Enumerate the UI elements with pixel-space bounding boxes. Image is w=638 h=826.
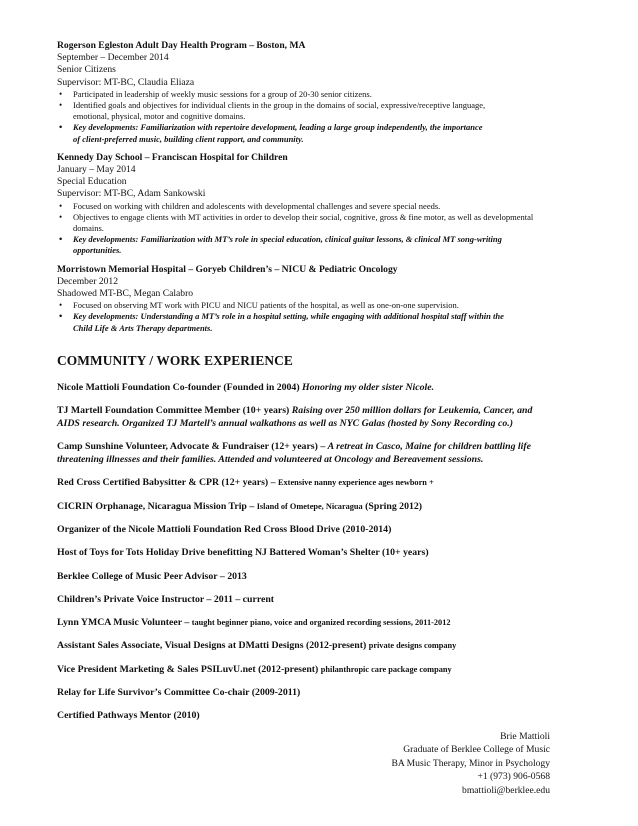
community-entry: Lynn YMCA Music Volunteer – taught beginner piano, voice and organized recording sessions, 2011-2012 bbox=[57, 617, 451, 629]
community-entry: Certified Pathways Mentor (2010) bbox=[57, 710, 200, 722]
signature-name: Brie Mattioli bbox=[500, 731, 550, 742]
section-heading-community: COMMUNITY / WORK EXPERIENCE bbox=[57, 352, 293, 368]
key-developments: • Key developments: Familiarization with MT’s role in special education, clinical guitar lessons, & clinical MT song-writing opportunities. bbox=[59, 234, 502, 256]
placement-population: Senior Citizens bbox=[57, 64, 116, 76]
signature-email: bmattioli@berklee.edu bbox=[462, 784, 550, 796]
community-entry: Host of Toys for Tots Holiday Drive benefitting NJ Battered Woman’s Shelter (10+ years) bbox=[57, 547, 429, 559]
community-entry: Relay for Life Survivor’s Committee Co-chair (2009-2011) bbox=[57, 687, 301, 699]
key-developments: • Key developments: Familiarization with repertoire development, leading a large group independently, the importance of client-preferred music, building client rapport, and community. bbox=[59, 122, 483, 144]
community-entry: Vice President Marketing & Sales PSILuvU.net (2012-present) philanthropic care package company bbox=[57, 663, 452, 675]
bullet-icon: • bbox=[59, 300, 63, 311]
signature-phone: +1 (973) 906-0568 bbox=[477, 771, 550, 783]
signature-major: BA Music Therapy, Minor in Psychology bbox=[391, 757, 550, 769]
community-entry: Children’s Private Voice Instructor – 2011 – current bbox=[57, 593, 275, 605]
community-entry: CICRIN Orphanage, Nicaragua Mission Trip – Island of Ometepe, Nicaragua (Spring 2012) bbox=[57, 500, 423, 512]
community-entry: Red Cross Certified Babysitter & CPR (12+ years) – Extensive nanny experience ages newborn + bbox=[57, 477, 434, 489]
placement-bullets bbox=[57, 300, 582, 334]
placement-bullets bbox=[57, 89, 582, 145]
community-entry: TJ Martell Foundation Committee Member (10+ years) Raising over 250 million dollars for Leukemia, Cancer, and AIDS research. Organized TJ Martell’s annual walkathons as well as NYC Galas (hosted by Sony Recording co.) bbox=[57, 405, 533, 429]
key-developments: • Key developments: Understanding a MT’s role in a hospital setting, while engaging with additional hospital staff within the Child Life & Arts Therapy departments. bbox=[59, 311, 504, 333]
bullet-icon: • bbox=[59, 88, 63, 99]
placement-rogerson bbox=[57, 40, 582, 145]
placement-dates: December 2012 bbox=[57, 275, 119, 287]
placement-supervisor: Supervisor: MT-BC, Adam Sankowski bbox=[57, 188, 206, 200]
bullet-icon: • bbox=[59, 211, 63, 222]
bullet-icon: • bbox=[59, 234, 63, 245]
community-entry: Nicole Mattioli Foundation Co-founder (Founded in 2004) Honoring my older sister Nicole. bbox=[57, 381, 435, 393]
placement-supervisor: Shadowed MT-BC, Megan Calabro bbox=[57, 288, 194, 300]
bullet-icon: • bbox=[59, 200, 63, 211]
placement-supervisor: Supervisor: MT-BC, Claudia Eliaza bbox=[57, 76, 195, 88]
bullet-icon: • bbox=[59, 311, 63, 322]
community-entry: Berklee College of Music Peer Advisor – 2013 bbox=[57, 570, 247, 582]
bullet-item: • Identified goals and objectives for individual clients in the group in the domains of social, expressive/receptive language, emotional, physical, motor and cognitive domains. bbox=[59, 100, 486, 122]
signature-degree: Graduate of Berklee College of Music bbox=[403, 744, 550, 756]
resume-content bbox=[57, 40, 582, 734]
placement-dates: September – December 2014 bbox=[57, 52, 169, 64]
bullet-item: • Focused on working with children and adolescents with developmental challenges and severe special needs. bbox=[59, 200, 441, 211]
community-entry: Organizer of the Nicole Mattioli Foundation Red Cross Blood Drive (2010-2014) bbox=[57, 523, 392, 535]
bullet-icon: • bbox=[59, 122, 63, 133]
placement-title: Morristown Memorial Hospital – Goryeb Children’s – NICU & Pediatric Oncology bbox=[57, 263, 398, 275]
community-entry: Camp Sunshine Volunteer, Advocate & Fundraiser (12+ years) – A retreat in Casco, Maine for children battling life threatening illnesses and their families. Attended and volunteered at Oncology and Bereavement sessions. bbox=[57, 441, 531, 466]
placement-title: Rogerson Egleston Adult Day Health Program – Boston, MA bbox=[57, 40, 306, 51]
placement-bullets bbox=[57, 201, 582, 257]
placement-kennedy bbox=[57, 152, 582, 257]
placement-morristown bbox=[57, 264, 582, 334]
bullet-icon: • bbox=[59, 100, 63, 111]
placement-title: Kennedy Day School – Franciscan Hospital for Children bbox=[57, 151, 288, 163]
bullet-item: • Objectives to engage clients with MT activities in order to develop their social, cognitive, gross & fine motor, as well as developmental domains. bbox=[59, 211, 534, 234]
bullet-item: • Participated in leadership of weekly music sessions for a group of 20-30 senior citizens. bbox=[59, 88, 372, 99]
community-entry: Assistant Sales Associate, Visual Designs at DMatti Designs (2012-present) private designs company bbox=[57, 640, 457, 652]
signature-block bbox=[391, 730, 550, 797]
bullet-item: • Focused on observing MT work with PICU and NICU patients of the hospital, as well as one-on-one supervision. bbox=[59, 300, 459, 311]
placement-dates: January – May 2014 bbox=[57, 164, 136, 176]
placement-population: Special Education bbox=[57, 176, 127, 188]
